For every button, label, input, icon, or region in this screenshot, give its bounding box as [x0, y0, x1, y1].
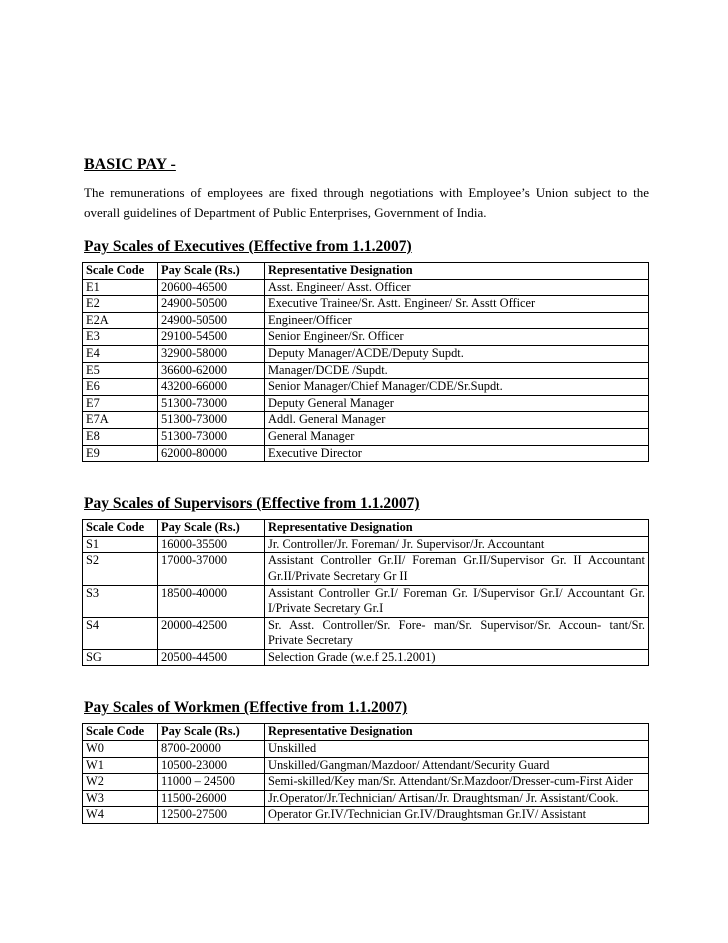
- pay-scale-cell: 36600-62000: [158, 362, 265, 379]
- column-header-scale-code: Scale Code: [83, 724, 158, 741]
- column-header-scale-code: Scale Code: [83, 263, 158, 280]
- designation-cell: Sr. Asst. Controller/Sr. Fore- man/Sr. Supervisor/Sr. Accoun- tant/Sr. Private Secretary: [265, 617, 649, 649]
- pay-scale-cell: 29100-54500: [158, 329, 265, 346]
- scale-code-cell: E2: [83, 296, 158, 313]
- scale-code-cell: W2: [83, 774, 158, 791]
- table-row: [83, 395, 649, 412]
- table-row: [83, 279, 649, 296]
- supervisors-section-title: Pay Scales of Supervisors (Effective from 1.1.2007): [84, 495, 420, 513]
- pay-scale-cell: 12500-27500: [158, 807, 265, 824]
- table-header-row: [83, 520, 649, 537]
- executives-table: [82, 262, 649, 462]
- designation-cell: Selection Grade (w.e.f 25.1.2001): [265, 649, 649, 666]
- designation-cell: Addl. General Manager: [265, 412, 649, 429]
- scale-code-cell: S3: [83, 585, 158, 617]
- table-row: [83, 379, 649, 396]
- pay-scale-cell: 20600-46500: [158, 279, 265, 296]
- designation-cell: Operator Gr.IV/Technician Gr.IV/Draughtsman Gr.IV/ Assistant: [265, 807, 649, 824]
- page-heading: BASIC PAY -: [84, 156, 176, 173]
- designation-cell: Asst. Engineer/ Asst. Officer: [265, 279, 649, 296]
- column-header-designation: Representative Designation: [265, 263, 649, 280]
- designation-cell: Manager/DCDE /Supdt.: [265, 362, 649, 379]
- designation-cell: Jr. Controller/Jr. Foreman/ Jr. Supervisor/Jr. Accountant: [265, 536, 649, 553]
- table-header-row: [83, 724, 649, 741]
- scale-code-cell: W1: [83, 757, 158, 774]
- scale-code-cell: E5: [83, 362, 158, 379]
- table-header-row: [83, 263, 649, 280]
- pay-scale-cell: 11500-26000: [158, 790, 265, 807]
- column-header-pay-scale: Pay Scale (Rs.): [158, 724, 265, 741]
- designation-cell: Deputy Manager/ACDE/Deputy Supdt.: [265, 345, 649, 362]
- scale-code-cell: E2A: [83, 312, 158, 329]
- scale-code-cell: W0: [83, 741, 158, 758]
- designation-cell: Unskilled: [265, 741, 649, 758]
- designation-cell: General Manager: [265, 428, 649, 445]
- pay-scale-cell: 51300-73000: [158, 395, 265, 412]
- table-row: [83, 553, 649, 585]
- table-row: [83, 296, 649, 313]
- table-row: [83, 790, 649, 807]
- scale-code-cell: W4: [83, 807, 158, 824]
- pay-scale-cell: 62000-80000: [158, 445, 265, 462]
- document-page: [84, 155, 649, 824]
- table-row: [83, 741, 649, 758]
- executives-section-title: Pay Scales of Executives (Effective from 1.1.2007): [84, 238, 412, 255]
- pay-scale-cell: 32900-58000: [158, 345, 265, 362]
- designation-cell: Deputy General Manager: [265, 395, 649, 412]
- scale-code-cell: E7A: [83, 412, 158, 429]
- column-header-designation: Representative Designation: [265, 724, 649, 741]
- workmen-table: [82, 723, 649, 824]
- table-row: [83, 774, 649, 791]
- scale-code-cell: E4: [83, 345, 158, 362]
- table-row: [83, 445, 649, 462]
- pay-scale-cell: 51300-73000: [158, 412, 265, 429]
- pay-scale-cell: 51300-73000: [158, 428, 265, 445]
- table-row: [83, 807, 649, 824]
- table-row: [83, 345, 649, 362]
- scale-code-cell: S4: [83, 617, 158, 649]
- table-row: [83, 649, 649, 666]
- table-row: [83, 362, 649, 379]
- designation-cell: Executive Trainee/Sr. Astt. Engineer/ Sr. Asstt Officer: [265, 296, 649, 313]
- table-row: [83, 412, 649, 429]
- intro-paragraph: The remunerations of employees are fixed through negotiations with Employee’s Union subject to the overall guidelines of Department of Public Enterprises, Government of India.: [84, 185, 649, 220]
- designation-cell: Semi-skilled/Key man/Sr. Attendant/Sr.Mazdoor/Dresser-cum-First Aider: [265, 774, 649, 791]
- table-row: [83, 312, 649, 329]
- scale-code-cell: S2: [83, 553, 158, 585]
- scale-code-cell: S1: [83, 536, 158, 553]
- table-row: [83, 617, 649, 649]
- designation-cell: Unskilled/Gangman/Mazdoor/ Attendant/Security Guard: [265, 757, 649, 774]
- pay-scale-cell: 24900-50500: [158, 312, 265, 329]
- table-row: [83, 428, 649, 445]
- scale-code-cell: E7: [83, 395, 158, 412]
- table-row: [83, 536, 649, 553]
- pay-scale-cell: 43200-66000: [158, 379, 265, 396]
- designation-cell: Engineer/Officer: [265, 312, 649, 329]
- pay-scale-cell: 20500-44500: [158, 649, 265, 666]
- scale-code-cell: W3: [83, 790, 158, 807]
- pay-scale-cell: 10500-23000: [158, 757, 265, 774]
- table-row: [83, 585, 649, 617]
- column-header-scale-code: Scale Code: [83, 520, 158, 537]
- pay-scale-cell: 24900-50500: [158, 296, 265, 313]
- workmen-section-title: Pay Scales of Workmen (Effective from 1.1.2007): [84, 699, 408, 717]
- designation-cell: Senior Engineer/Sr. Officer: [265, 329, 649, 346]
- table-row: [83, 757, 649, 774]
- pay-scale-cell: 18500-40000: [158, 585, 265, 617]
- designation-cell: Assistant Controller Gr.I/ Foreman Gr. I/Supervisor Gr.I/ Accountant Gr. I/Private Secretary Gr.I: [265, 585, 649, 617]
- column-header-pay-scale: Pay Scale (Rs.): [158, 520, 265, 537]
- designation-cell: Assistant Controller Gr.II/ Foreman Gr.II/Supervisor Gr. II Accountant Gr.II/Private Secretary Gr II: [265, 553, 649, 585]
- designation-cell: Jr.Operator/Jr.Technician/ Artisan/Jr. Draughtsman/ Jr. Assistant/Cook.: [265, 790, 649, 807]
- scale-code-cell: E8: [83, 428, 158, 445]
- supervisors-table: [82, 519, 649, 666]
- pay-scale-cell: 20000-42500: [158, 617, 265, 649]
- designation-cell: Senior Manager/Chief Manager/CDE/Sr.Supdt.: [265, 379, 649, 396]
- scale-code-cell: E3: [83, 329, 158, 346]
- pay-scale-cell: 8700-20000: [158, 741, 265, 758]
- table-row: [83, 329, 649, 346]
- pay-scale-cell: 11000 – 24500: [158, 774, 265, 791]
- column-header-pay-scale: Pay Scale (Rs.): [158, 263, 265, 280]
- scale-code-cell: E6: [83, 379, 158, 396]
- scale-code-cell: E1: [83, 279, 158, 296]
- scale-code-cell: E9: [83, 445, 158, 462]
- designation-cell: Executive Director: [265, 445, 649, 462]
- pay-scale-cell: 16000-35500: [158, 536, 265, 553]
- scale-code-cell: SG: [83, 649, 158, 666]
- pay-scale-cell: 17000-37000: [158, 553, 265, 585]
- column-header-designation: Representative Designation: [265, 520, 649, 537]
